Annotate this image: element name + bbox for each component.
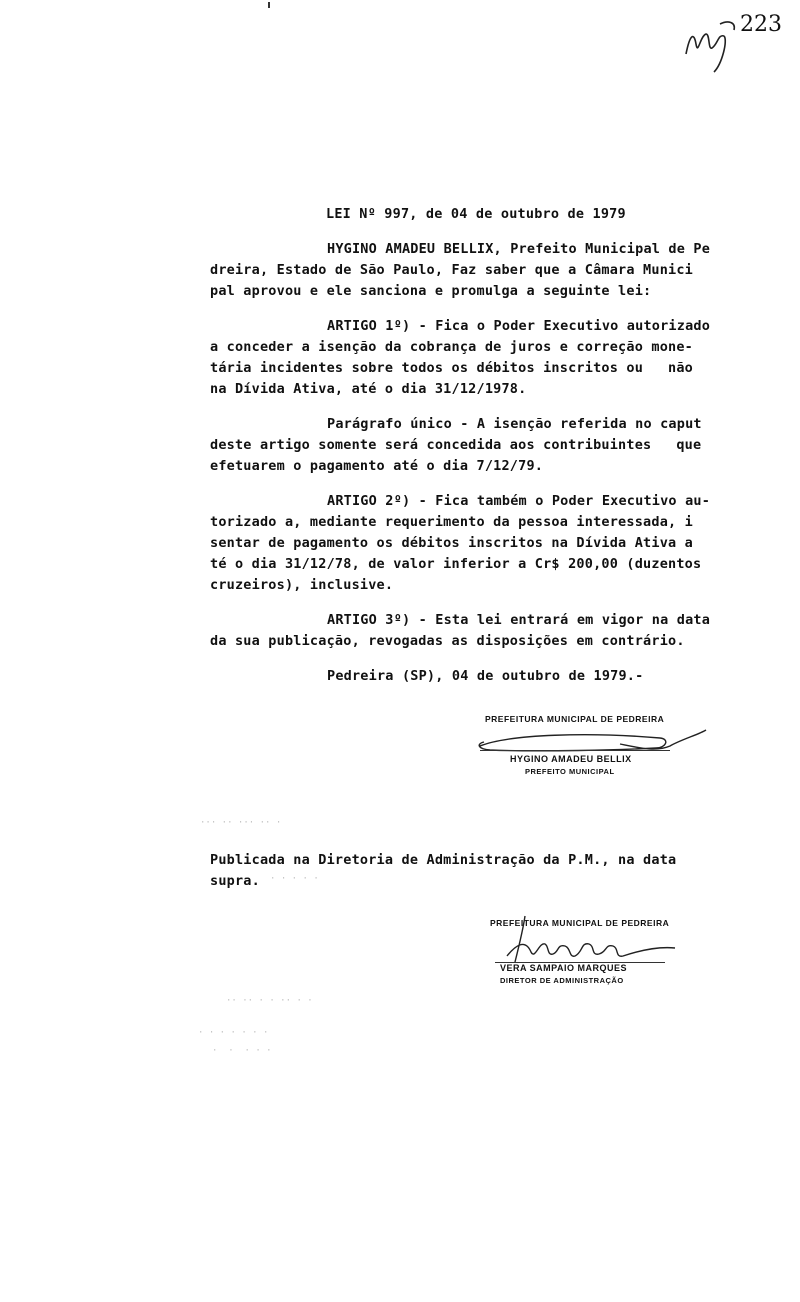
handwritten-initials (684, 14, 744, 74)
artigo1-line-1: ARTIGO 1º) - Fica o Poder Executivo autorizado (327, 318, 711, 334)
artigo1-line-3: tária incidentes sobre todos os débitos inscritos ou não (210, 360, 694, 376)
signature-line-1 (480, 750, 670, 751)
stamp-1-org: PREFEITURA MUNICIPAL DE PEDREIRA (485, 714, 665, 724)
margin-mark (268, 2, 270, 8)
artigo2-line-5: cruzeiros), inclusive. (210, 577, 394, 593)
artigo2-line-3: sentar de pagamento os débitos inscritos na Dívida Ativa a (210, 535, 694, 551)
stamp-1-role: PREFEITO MUNICIPAL (525, 767, 615, 776)
artigo3-line-1: ARTIGO 3º) - Esta lei entrará em vigor na data (327, 612, 711, 628)
stamp-2-role: DIRETOR DE ADMINISTRAÇÃO (500, 976, 624, 985)
paragrafo-line-1: Parágrafo único - A isenção referida no caput (327, 416, 702, 432)
stamp-2-name: VERA SAMPAIO MARQUES (500, 963, 628, 973)
artigo2-line-1: ARTIGO 2º) - Fica também o Poder Executivo au- (327, 493, 711, 509)
law-title: LEI Nº 997, de 04 de outubro de 1979 (326, 206, 626, 222)
faint-mark-2: · · · · · (270, 874, 319, 884)
publicada-line-1: Publicada na Diretoria de Administração da P.M., na data (210, 852, 677, 868)
paragrafo-line-3: efetuarem o pagamento até o dia 7/12/79. (210, 458, 544, 474)
artigo3-line-2: da sua publicação, revogadas as disposições em contrário. (210, 633, 685, 649)
signature-diretor (495, 912, 685, 968)
intro-line-1: HYGINO AMADEU BELLIX, Prefeito Municipal de Pe (327, 241, 711, 257)
artigo1-line-2: a conceder a isenção da cobrança de juros e correção mone- (210, 339, 694, 355)
artigo2-line-4: té o dia 31/12/78, de valor inferior a Cr$ 200,00 (duzentos (210, 556, 702, 572)
faint-mark-5: · · · · · (212, 1046, 272, 1056)
paragrafo-line-2: deste artigo somente será concedida aos contribuintes que (210, 437, 702, 453)
artigo1-line-4: na Dívida Ativa, até o dia 31/12/1978. (210, 381, 527, 397)
faint-mark-1: ··· ·· ··· ·· · (200, 818, 282, 828)
page-number: 223 (740, 12, 782, 37)
faint-mark-4: · · · · · · · (198, 1028, 269, 1038)
artigo2-line-2: torizado a, mediante requerimento da pessoa interessada, i (210, 514, 694, 530)
intro-line-3: pal aprovou e ele sanciona e promulga a seguinte lei: (210, 283, 652, 299)
intro-line-2: dreira, Estado de São Paulo, Faz saber que a Câmara Munici (210, 262, 694, 278)
faint-mark-3: ·· ·· · · ·· · · (226, 996, 313, 1006)
stamp-1-name: HYGINO AMADEU BELLIX (510, 754, 632, 764)
publicada-line-2: supra. (210, 873, 260, 889)
stamp-2-org: PREFEITURA MUNICIPAL DE PEDREIRA (490, 918, 670, 928)
date-line: Pedreira (SP), 04 de outubro de 1979.- (327, 668, 644, 684)
